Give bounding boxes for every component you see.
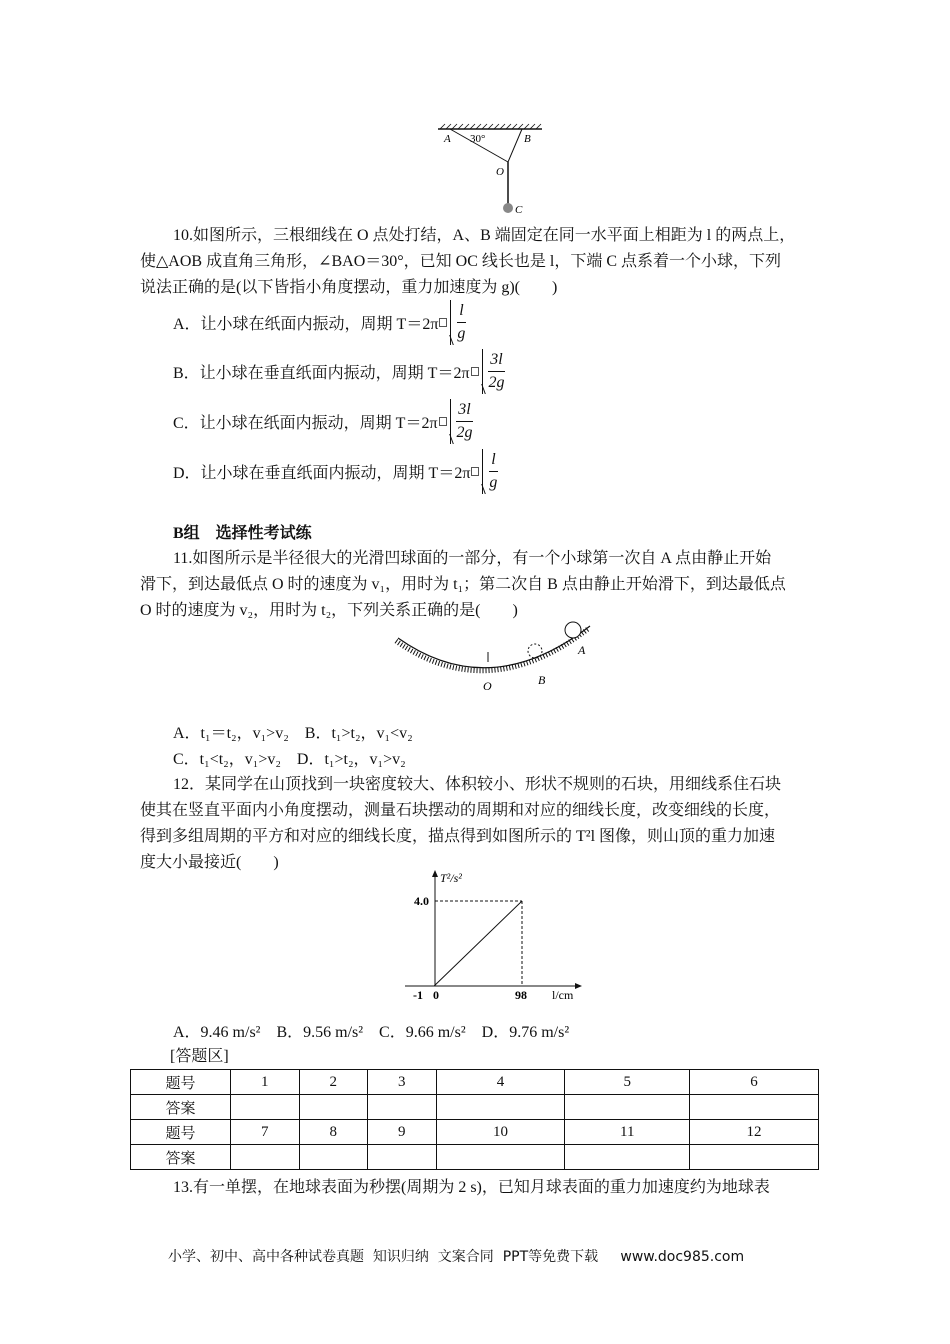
answer-cell[interactable]	[299, 1095, 368, 1120]
header-cell: 答案	[131, 1095, 231, 1120]
denominator: 2g	[488, 374, 505, 391]
q10-option-c[interactable]	[173, 399, 475, 444]
answer-cell[interactable]	[565, 1095, 690, 1120]
fraction	[450, 399, 475, 444]
answer-cell[interactable]	[231, 1095, 300, 1120]
answer-cell[interactable]	[231, 1145, 300, 1170]
cell: 6	[690, 1070, 819, 1095]
q12-line-1: 12．某同学在山顶找到一块密度较大、体积较小、形状不规则的石块，用细线系住石块	[173, 776, 782, 793]
answer-cell[interactable]	[368, 1095, 437, 1120]
label-b: B	[538, 673, 546, 687]
numerator: 3l	[488, 349, 504, 372]
numerator: 3l	[456, 399, 472, 422]
fraction	[482, 449, 499, 494]
label-o: O	[496, 166, 504, 178]
option-text: B．让小球在垂直纸面内振动，周期 T＝2π	[173, 365, 470, 382]
x-tick-98: 98	[515, 988, 527, 1002]
table-row	[131, 1095, 819, 1120]
option-text: A．让小球在纸面内振动，周期 T＝2π	[173, 316, 439, 333]
answer-cell[interactable]	[565, 1145, 690, 1170]
q12-line-3: 得到多组周期的平方和对应的细线长度，描点得到如图所示的 T²l 图像，则山顶的重力加速	[140, 828, 776, 845]
cell: 3	[368, 1070, 437, 1095]
label-a: A	[444, 133, 451, 145]
table-row	[131, 1070, 819, 1095]
answer-cell[interactable]	[299, 1145, 368, 1170]
cell: 4	[436, 1070, 565, 1095]
fraction	[450, 300, 467, 345]
x-tick-minus1: -1	[413, 988, 423, 1002]
q11-line-2: 滑下，到达最低点 O 时的速度为 v₁，用时为 t₁；第二次自 B 点由静止开始滑下，到达最低点	[140, 576, 786, 593]
x-axis-label: l/cm	[552, 988, 574, 1002]
answer-table	[130, 1069, 819, 1170]
label-o: O	[483, 679, 492, 693]
label-c: C	[515, 204, 523, 216]
t2-l-chart	[380, 868, 590, 1006]
cell: 7	[231, 1120, 300, 1145]
q13-line-1: 13.有一单摆，在地球表面为秒摆(周期为 2 s)，已知月球表面的重力加速度约为地球表	[173, 1179, 770, 1196]
q10-option-d[interactable]	[173, 449, 499, 494]
table-row	[131, 1120, 819, 1145]
answer-cell[interactable]	[368, 1145, 437, 1170]
fraction	[482, 349, 507, 394]
option-text: D．让小球在垂直纸面内振动，周期 T＝2π	[173, 465, 471, 482]
q11-line-1: 11.如图所示是半径很大的光滑凹球面的一部分，有一个小球第一次自 A 点由静止开始	[173, 550, 772, 567]
label-angle: 30°	[470, 133, 486, 145]
pendulum-figure	[430, 120, 550, 220]
numerator: l	[489, 449, 497, 472]
header-cell: 题号	[131, 1070, 231, 1095]
table-row	[131, 1145, 819, 1170]
q12-line-4: 度大小最接近( )	[140, 854, 279, 871]
x-tick-0: 0	[433, 988, 439, 1002]
y-tick-4: 4.0	[414, 894, 429, 908]
option-text: C．让小球在纸面内振动，周期 T＝2π	[173, 415, 438, 432]
cell: 12	[690, 1120, 819, 1145]
q10-line-1: 10.如图所示，三根细线在 O 点处打结，A、B 端固定在同一水平面上相距为 l 的两点上，	[173, 227, 796, 244]
concave-surface-figure	[390, 618, 600, 698]
q10-line-3: 说法正确的是(以下皆指小角度摆动，重力加速度为 g)( )	[140, 279, 558, 296]
q10-option-b[interactable]	[173, 349, 507, 394]
q12-line-2: 使其在竖直平面内小角度摆动，测量石块摆动的周期和对应的细线长度，改变细线的长度，	[140, 802, 781, 819]
header-cell: 答案	[131, 1145, 231, 1170]
q10-option-a[interactable]	[173, 300, 467, 345]
cell: 9	[368, 1120, 437, 1145]
q11-options-row-1[interactable]: A．t₁＝t₂，v₁>v₂ B．t₁>t₂，v₁<v₂	[173, 725, 413, 742]
extrapolated-segment	[434, 985, 435, 986]
footer[interactable]: 小学、初中、高中各种试卷真题 知识归纳 文案合同 PPT等免费下载 www.doc985.com	[168, 1249, 745, 1265]
cell: 11	[565, 1120, 690, 1145]
q10-line-2: 使△AOB 成直角三角形，∠BAO＝30°，已知 OC 线长也是 l，下端 C 点系着一个小球，下列	[140, 253, 782, 270]
cell: 10	[436, 1120, 565, 1145]
numerator: l	[457, 300, 465, 323]
cell: 1	[231, 1070, 300, 1095]
answer-area-title: [答题区]	[170, 1048, 229, 1065]
cell: 2	[299, 1070, 368, 1095]
label-b: B	[524, 133, 531, 145]
denominator: g	[489, 474, 498, 491]
q12-options[interactable]: A．9.46 m/s² B．9.56 m/s² C．9.66 m/s² D．9.76 m/s²	[173, 1024, 570, 1041]
q11-options-row-2[interactable]: C．t₁<t₂，v₁>v₂ D．t₁>t₂，v₁>v₂	[173, 751, 406, 768]
y-axis-label: T²/s²	[440, 871, 462, 885]
q11-line-3: O 时的速度为 v₂，用时为 t₂，下列关系正确的是( )	[140, 602, 518, 619]
answer-cell[interactable]	[690, 1095, 819, 1120]
label-a: A	[578, 643, 586, 657]
denominator: 2g	[456, 424, 473, 441]
answer-cell[interactable]	[436, 1095, 565, 1120]
answer-cell[interactable]	[436, 1145, 565, 1170]
denominator: g	[457, 325, 466, 342]
cell: 5	[565, 1070, 690, 1095]
cell: 8	[299, 1120, 368, 1145]
data-line	[435, 901, 522, 985]
header-cell: 题号	[131, 1120, 231, 1145]
answer-cell[interactable]	[690, 1145, 819, 1170]
section-heading: B组 选择性考试练	[173, 525, 312, 542]
